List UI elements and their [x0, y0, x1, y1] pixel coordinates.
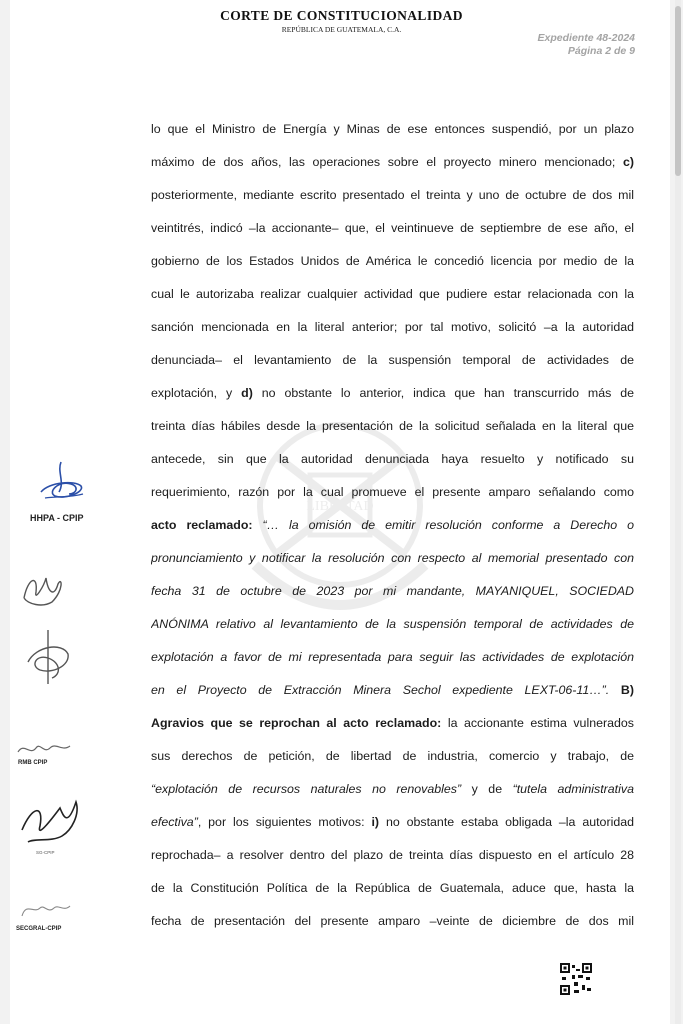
text-line: explotación a favor de mi representada para seguir las actividades de explotación [151, 650, 634, 664]
signature-4 [14, 796, 90, 848]
text-line: Agravios que se reprochan al acto reclamado: la accionante estima vulnerados [151, 716, 634, 730]
text-line: veintitrés, indicó –la accionante– que, el veintinueve de septiembre de ese año, el [151, 221, 634, 235]
text-line: máximo de dos años, las operaciones sobre el proyecto minero mencionado; c) [151, 155, 634, 169]
document-header [0, 8, 683, 34]
text-line: de la Constitución Política de la República de Guatemala, aduce que, hasta la [151, 881, 634, 895]
text-line: fecha 31 de octubre de 2023 por mi mandante, MAYANIQUEL, SOCIEDAD [151, 584, 634, 598]
court-title: CORTE DE CONSTITUCIONALIDAD [220, 8, 463, 23]
document-body [151, 113, 634, 938]
text-line: explotación, y d) no obstante lo anterior, indica que han transcurrido más de [151, 386, 634, 400]
text-line: sus derechos de petición, de libertad de industria, comercio y trabajo, de [151, 749, 634, 763]
text-line: fecha de presentación del presente amparo –veinte de diciembre de dos mil [151, 914, 634, 928]
signature-label-secgral: SECGRAL-CPIP [16, 926, 62, 932]
text-line: gobierno de los Estados Unidos de América le concedió licencia por medio de la [151, 254, 634, 268]
signature-label-small: SG-CPIP [36, 850, 55, 855]
text-line: denunciada– el levantamiento de la suspensión temporal de actividades de [151, 353, 634, 367]
text-line: lo que el Ministro de Energía y Minas de ese entonces suspendió, por un plazo [151, 122, 634, 136]
text-line: posteriormente, mediante escrito presentado el treinta y uno de octubre de dos mil [151, 188, 634, 202]
text-line: antecede, sin que la autoridad denunciada haya resuelto y notificado su [151, 452, 634, 466]
case-info [538, 32, 635, 58]
signature-rmb [14, 738, 74, 760]
text-line: “explotación de recursos naturales no renovables” y de “tutela administrativa [151, 782, 634, 796]
page-number: Página 2 de 9 [567, 45, 635, 57]
text-line: acto reclamado: “… la omisión de emitir resolución conforme a Derecho o [151, 518, 634, 532]
text-line: en el Proyecto de Extracción Minera Sechol expediente LEXT-06-11…”. B) [151, 683, 634, 697]
scrollbar[interactable] [675, 0, 681, 1024]
text-line: requerimiento, razón por la cual promueve el presente amparo señalando como [151, 485, 634, 499]
signature-label-hhpa: HHPA - CPIP [30, 513, 84, 523]
text-line: reprochada– a resolver dentro del plazo de treinta días dispuesto en el artículo 28 [151, 848, 634, 862]
text-line: pronunciamiento y notificar la resolución con respecto al memorial presentado con [151, 551, 634, 565]
case-number: Expediente 48-2024 [537, 32, 635, 44]
signature-hhpa [35, 458, 95, 506]
court-subtitle: REPÚBLICA DE GUATEMALA, C.A. [281, 25, 402, 34]
text-line: efectiva”, por los siguientes motivos: i) no obstante estaba obligada –la autoridad [151, 815, 634, 829]
signature-label-rmb: RMB CPIP [18, 760, 48, 766]
signature-3 [22, 628, 74, 688]
watermark-text: LIBERTAD [306, 499, 374, 514]
qr-code[interactable] [560, 963, 592, 995]
text-line: treinta días hábiles desde la presentación de la solicitud señalada en la literal que [151, 419, 634, 433]
text-line: sanción mencionada en la literal anterior; por tal motivo, solicitó –a la autoridad [151, 320, 634, 334]
text-line: ANÓNIMA relativo al levantamiento de la suspensión temporal de actividades de [151, 617, 634, 631]
text-line: cual le autorizaba realizar cualquier actividad que pudiere estar relacionada con la [151, 287, 634, 301]
signature-2 [18, 568, 70, 612]
signature-secgral [16, 896, 76, 922]
